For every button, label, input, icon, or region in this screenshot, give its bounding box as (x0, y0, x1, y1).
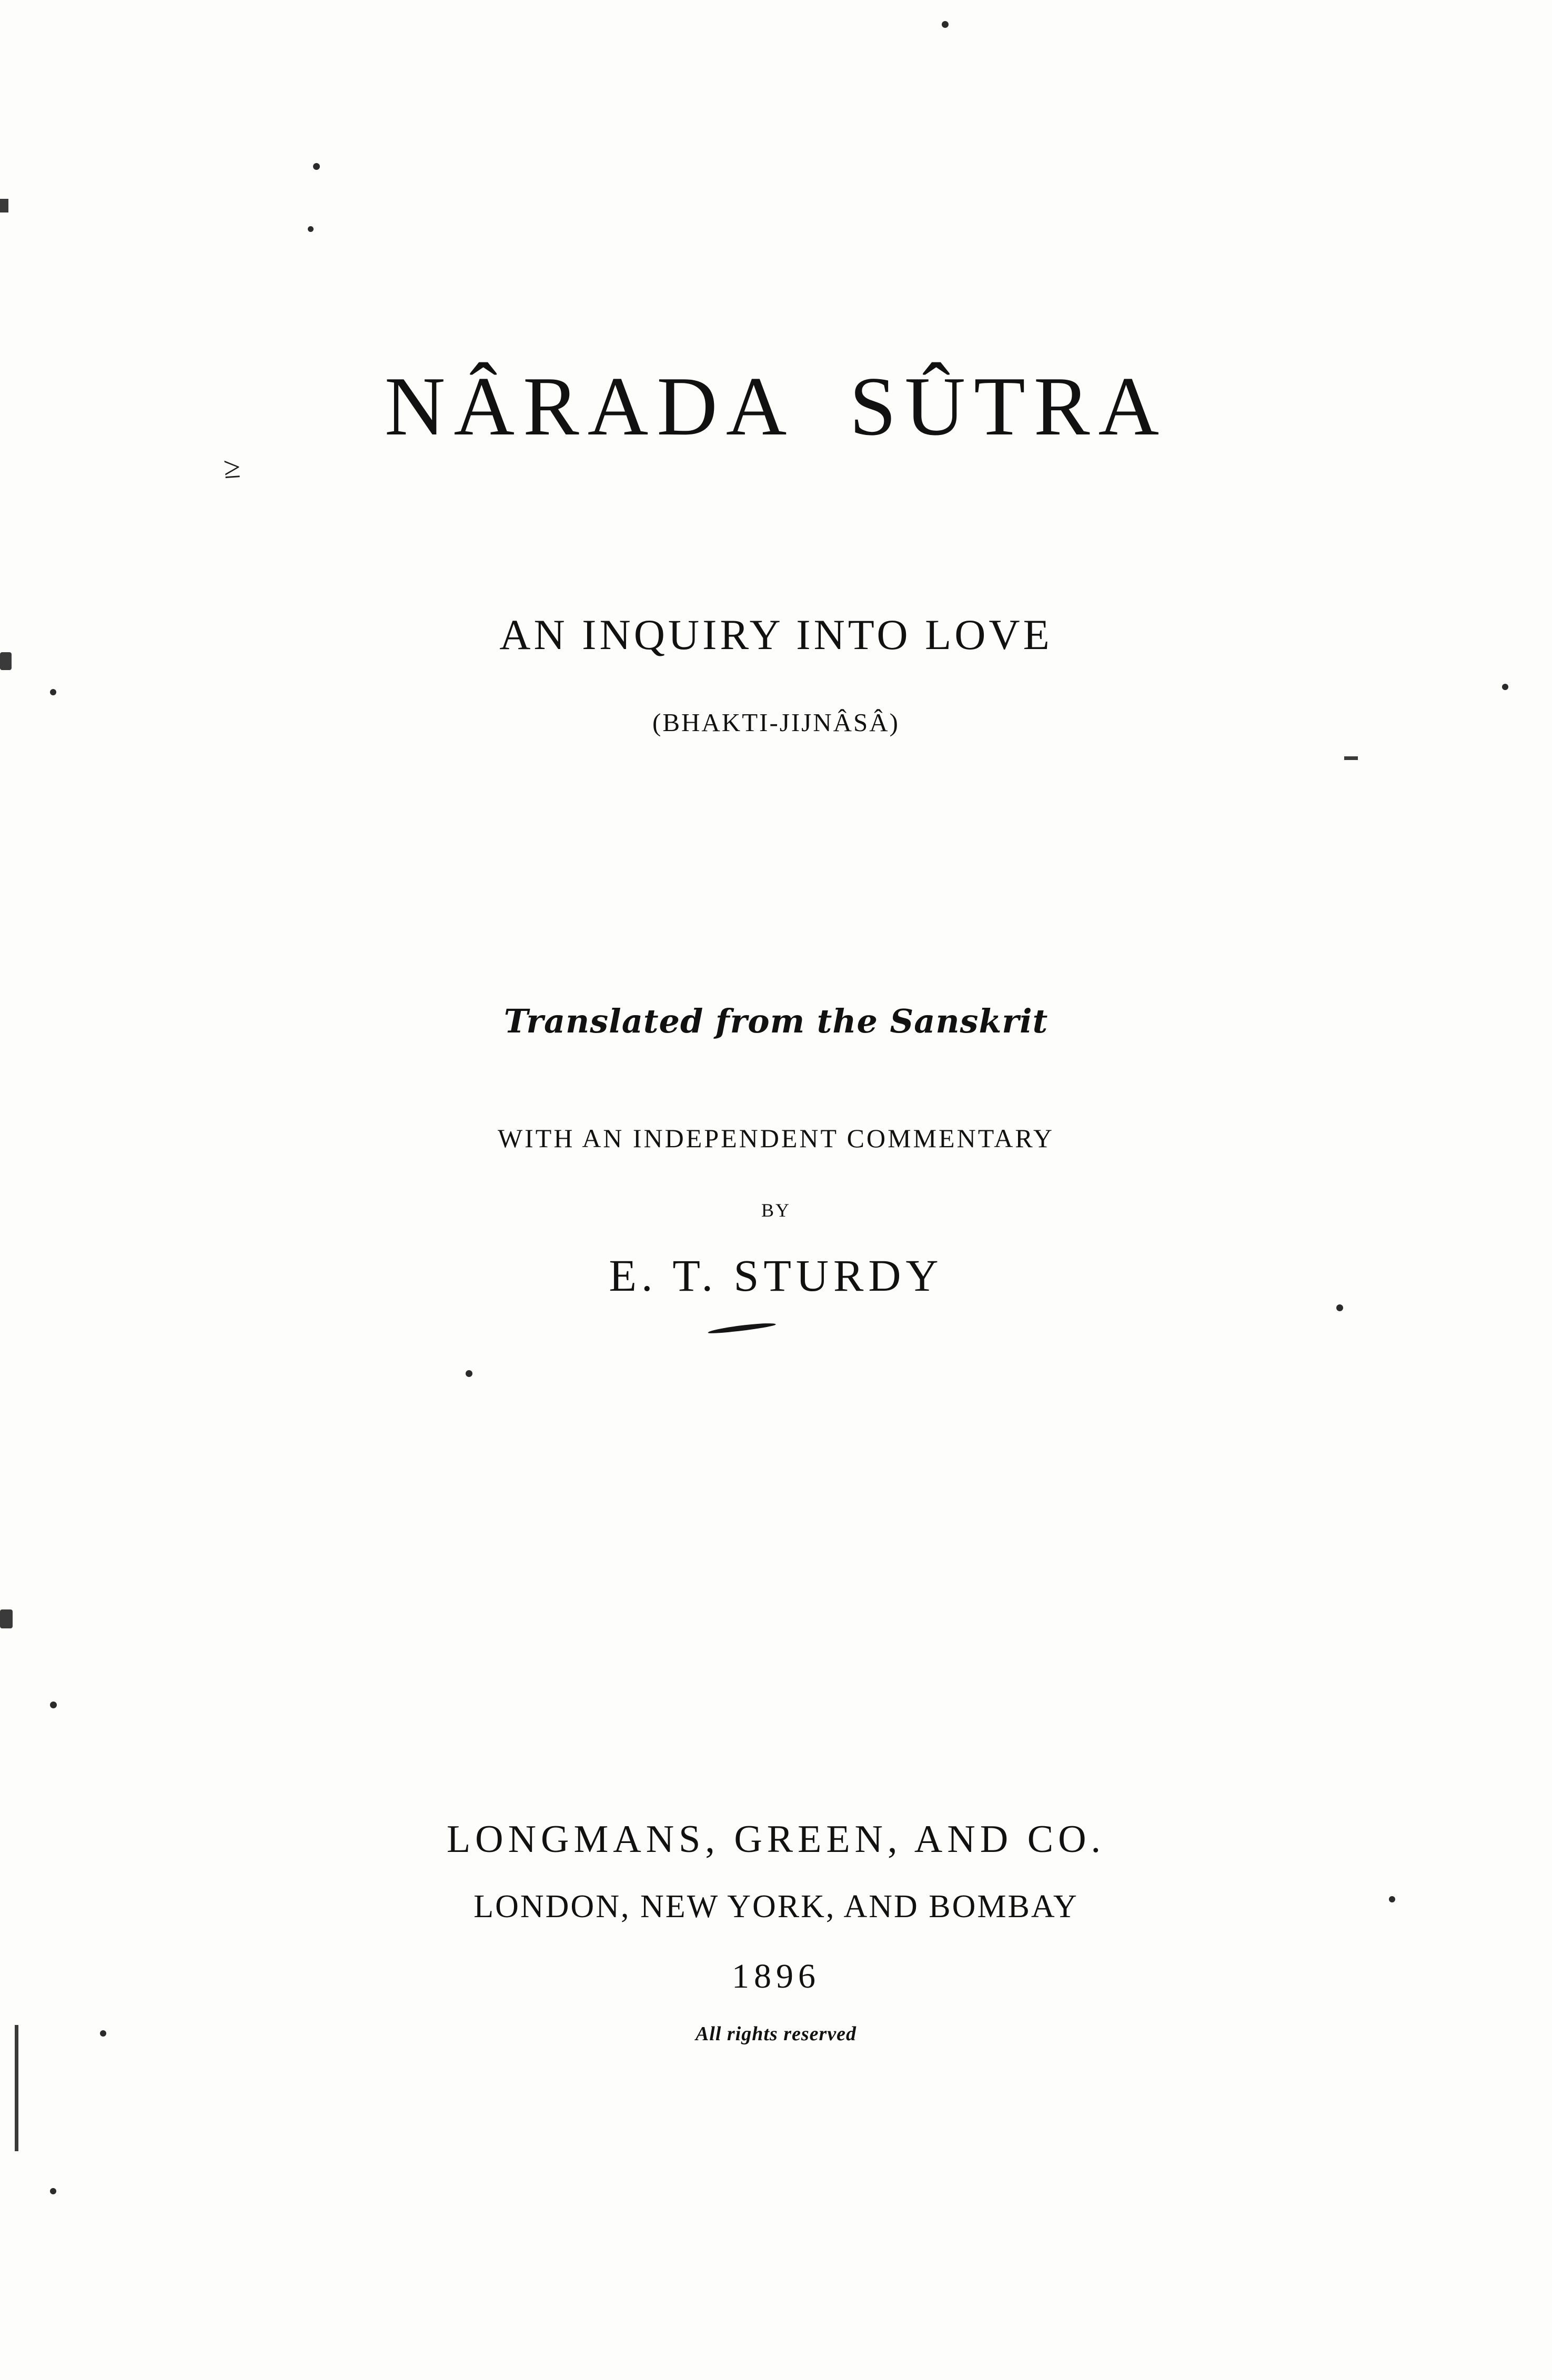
rights-statement: All rights reserved (695, 2023, 857, 2045)
publisher-name: LONGMANS, GREEN, AND CO. (446, 1818, 1106, 1861)
page-title: NÂRADA SÛTRA (384, 359, 1168, 453)
publisher-cities: LONDON, NEW YORK, AND BOMBAY (473, 1889, 1079, 1925)
publication-year: 1896 (732, 1957, 820, 1996)
scan-speck-left-bottom (50, 1702, 57, 1708)
commentary-note: WITH AN INDEPENDENT COMMENTARY (497, 1123, 1055, 1153)
alternate-title: (BHAKTI-JIJNÂSÂ) (652, 708, 900, 737)
scan-dash-right (1344, 756, 1358, 760)
scan-speck-right-upper (1502, 684, 1508, 690)
scan-speck-left-lower (466, 1370, 472, 1377)
pen-flourish-mark (708, 1321, 776, 1335)
scan-speck-left-footer-2 (50, 2188, 56, 2194)
by-label: BY (761, 1200, 791, 1221)
scan-speck-upper-left-2 (308, 226, 314, 232)
scan-speck-left-mid (50, 689, 56, 695)
translation-note: Translated from the Sanskrit (503, 1002, 1049, 1040)
scan-artifact-left-edge-top (0, 199, 8, 212)
scan-speck-top-center (942, 21, 949, 28)
scan-speck-upper-left (313, 163, 320, 170)
scan-speck-right-author (1336, 1304, 1343, 1311)
handwritten-mark: ≥ (222, 449, 242, 485)
scan-artifact-left-edge-lower (0, 1609, 13, 1628)
author-name: E. T. STURDY (609, 1250, 943, 1301)
page-subtitle: AN INQUIRY INTO LOVE (499, 611, 1053, 659)
